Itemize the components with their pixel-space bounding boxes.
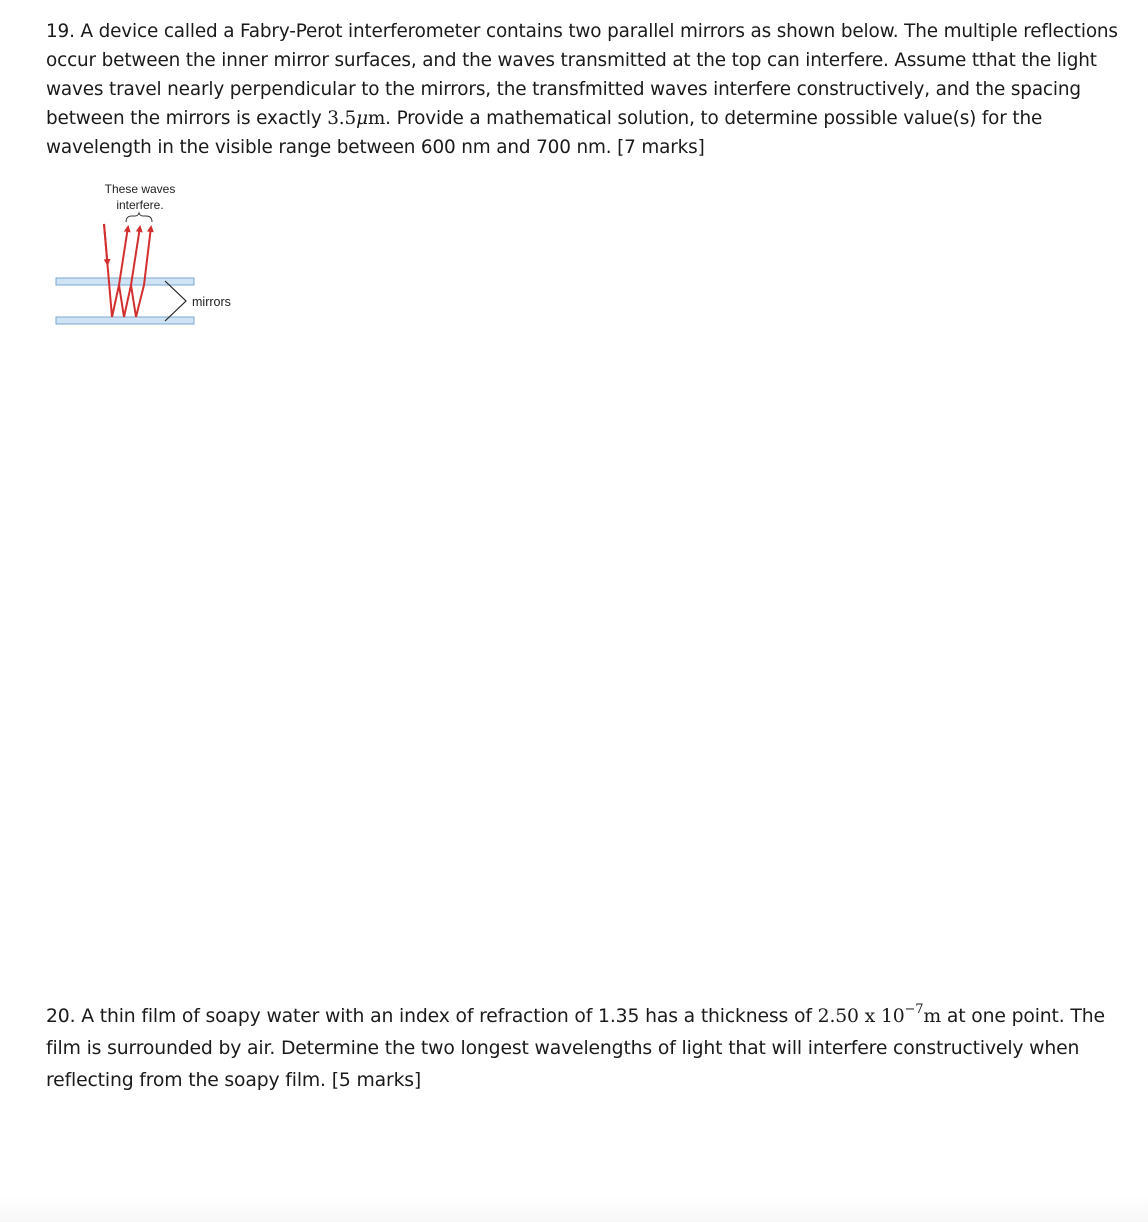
caption-line-1: These waves	[104, 182, 176, 196]
page-bottom-edge	[0, 1196, 1148, 1222]
question-19-text-start: 19. A device called a Fabry-Perot interferometer contains two parallel mirrors as shown below. The multiple reflections occur between the inner mirror surfaces, and the waves transmitted at the top can interfere. Assume tthat the light waves travel nearly perpendicular to the mirrors, the transfmitted waves interfere constructively, and the spacing between the mirrors is exactly	[46, 21, 1118, 129]
thickness-unit: m	[923, 1006, 942, 1027]
spacing-unit-micro: μ	[356, 108, 368, 129]
top-mirror	[56, 278, 194, 285]
spacing-unit-meter: m	[367, 108, 386, 129]
thickness-exponent: −7	[904, 1002, 924, 1017]
mirrors-label: mirrors	[192, 295, 231, 309]
brace	[126, 213, 152, 222]
thickness-value: 2.50 x 10	[817, 1006, 905, 1027]
question-19	[46, 17, 1126, 162]
question-19-text-end: . Provide a mathematical solution, to determine possible value(s) for the wavelength in the visible range between 600 nm and 700 nm. [7 marks]	[46, 108, 1043, 158]
transmitted-ray-2	[131, 227, 140, 285]
bottom-mirror	[56, 317, 194, 324]
transmitted-ray-1	[119, 227, 128, 285]
fabry-perot-diagram	[50, 178, 250, 334]
transmitted-ray-3	[144, 227, 151, 285]
incident-ray	[104, 224, 108, 264]
question-20	[46, 1001, 1136, 1097]
spacing-value: 3.5	[327, 108, 357, 129]
question-20-text-start: 20. A thin film of soapy water with an index of refraction of 1.35 has a thickness of	[46, 1006, 818, 1027]
mirrors-pointer	[165, 281, 186, 321]
question-20-text-end: at one point. The film is surrounded by air. Determine the two longest wavelengths of light that will interfere constructively when reflecting from the soapy film. [5 marks]	[46, 1006, 1105, 1091]
caption-line-2: interfere.	[116, 198, 164, 212]
